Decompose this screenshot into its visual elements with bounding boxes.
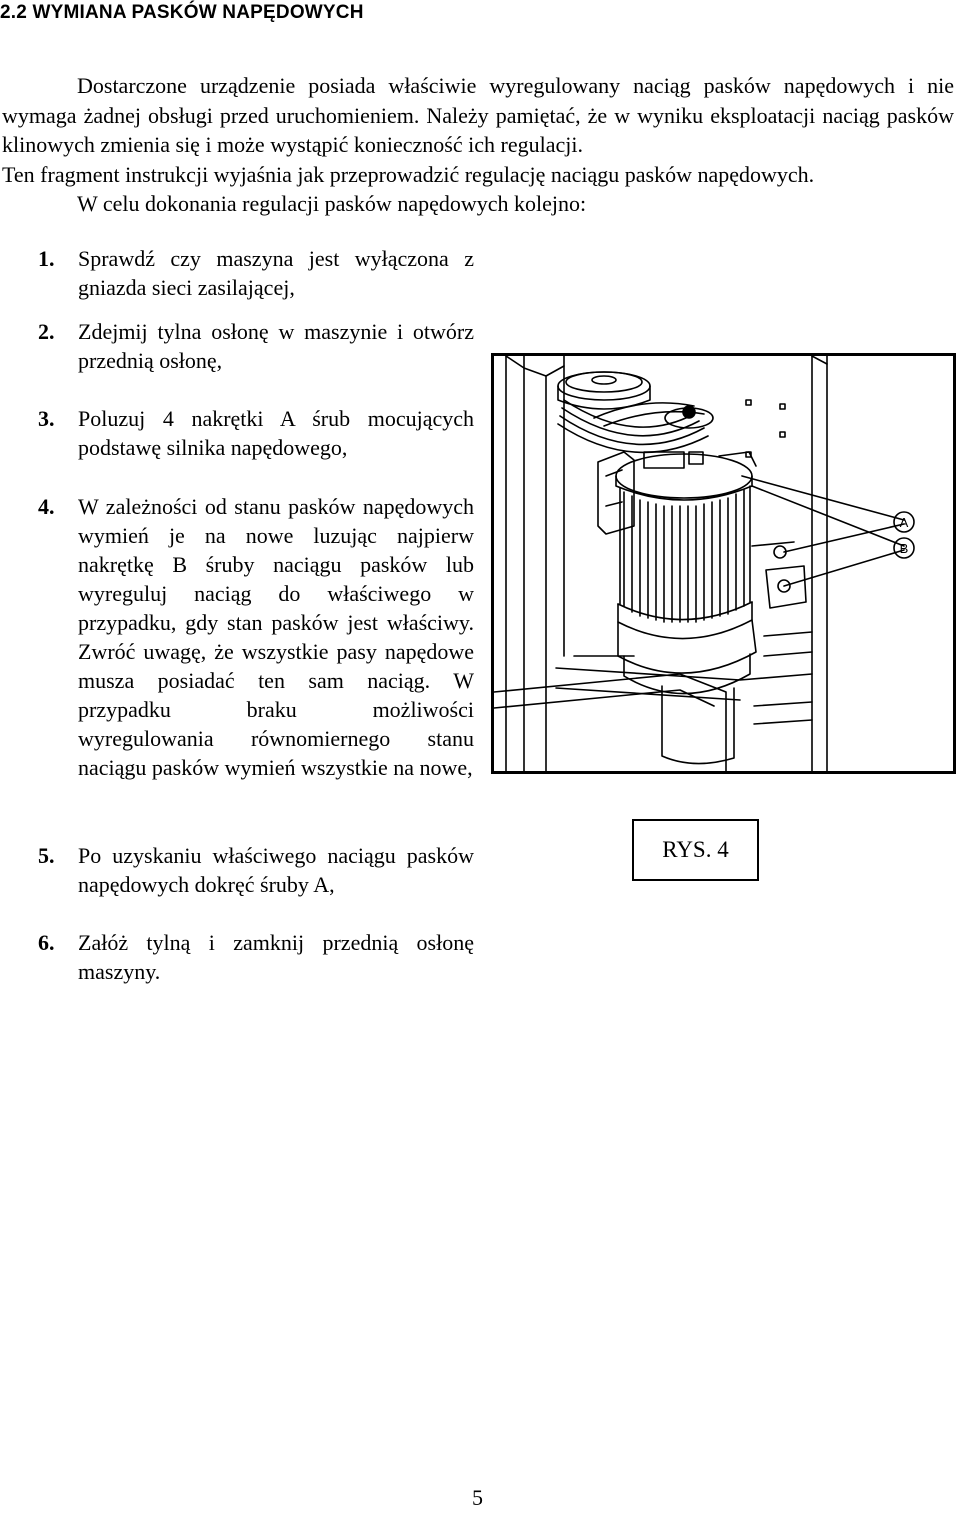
figure-caption: RYS. 4: [632, 819, 759, 881]
step-number: 6.: [38, 930, 55, 955]
intro-text: [2, 71, 954, 219]
step-number: 4.: [38, 494, 55, 519]
step-text: Poluzuj 4 nakrętki A śrub mocujących podstawę silnika napędowego,: [78, 406, 474, 460]
step-text: Zdejmij tylna osłonę w maszynie i otwórz przednią osłonę,: [78, 319, 474, 373]
motor-belt-illustration: [491, 353, 956, 774]
intro-paragraph: Dostarczone urządzenie posiada właściwie wyregulowany naciąg pasków napędowych i nie wymaga żadnej obsługi przed uruchomieniem. Należy pamiętać, że w wyniku eksploatacji naciąg pasków klinowych zmienia się i może wystąpić konieczność ich regulacji.: [2, 73, 954, 157]
section-heading: 2.2 WYMIANA PASKÓW NAPĘDOWYCH: [0, 2, 364, 23]
step-number: 5.: [38, 843, 55, 868]
step-text: W zależności od stanu pasków napędowych wymień je na nowe luzując najpierw nakrętkę B śruby naciągu pasków lub wyreguluj naciąg do właściwego w przypadku, gdy stan pasków jest właściwy. Zwróć uwagę, że wszystkie pasy napędowe musza posiadać ten sam naciąg. W przypadku braku możliwości wyregulowania równomiernego stanu naciągu pasków wymień wszystkie na nowe,: [78, 494, 474, 780]
step-5: [38, 841, 474, 899]
intro-line-2: Ten fragment instrukcji wyjaśnia jak przeprowadzić regulację naciągu pasków napędowych.: [2, 161, 815, 187]
intro-line-3: W celu dokonania regulacji pasków napędowych kolejno:: [77, 191, 587, 216]
step-1: [38, 244, 474, 302]
step-4: [38, 492, 474, 782]
step-text: Po uzyskaniu właściwego naciągu pasków napędowych dokręć śruby A,: [78, 843, 474, 897]
step-2: [38, 317, 474, 375]
step-number: 1.: [38, 246, 55, 271]
page-number: 5: [472, 1485, 483, 1510]
step-text: Sprawdź czy maszyna jest wyłączona z gniazda sieci zasilającej,: [78, 246, 474, 300]
step-6: [38, 928, 474, 986]
step-text: Załóż tylną i zamknij przednią osłonę maszyny.: [78, 930, 474, 984]
label-a: A: [899, 515, 909, 530]
label-b: B: [899, 541, 909, 556]
step-number: 3.: [38, 406, 55, 431]
step-number: 2.: [38, 319, 55, 344]
step-3: [38, 404, 474, 462]
motor-drawing: [494, 356, 953, 771]
